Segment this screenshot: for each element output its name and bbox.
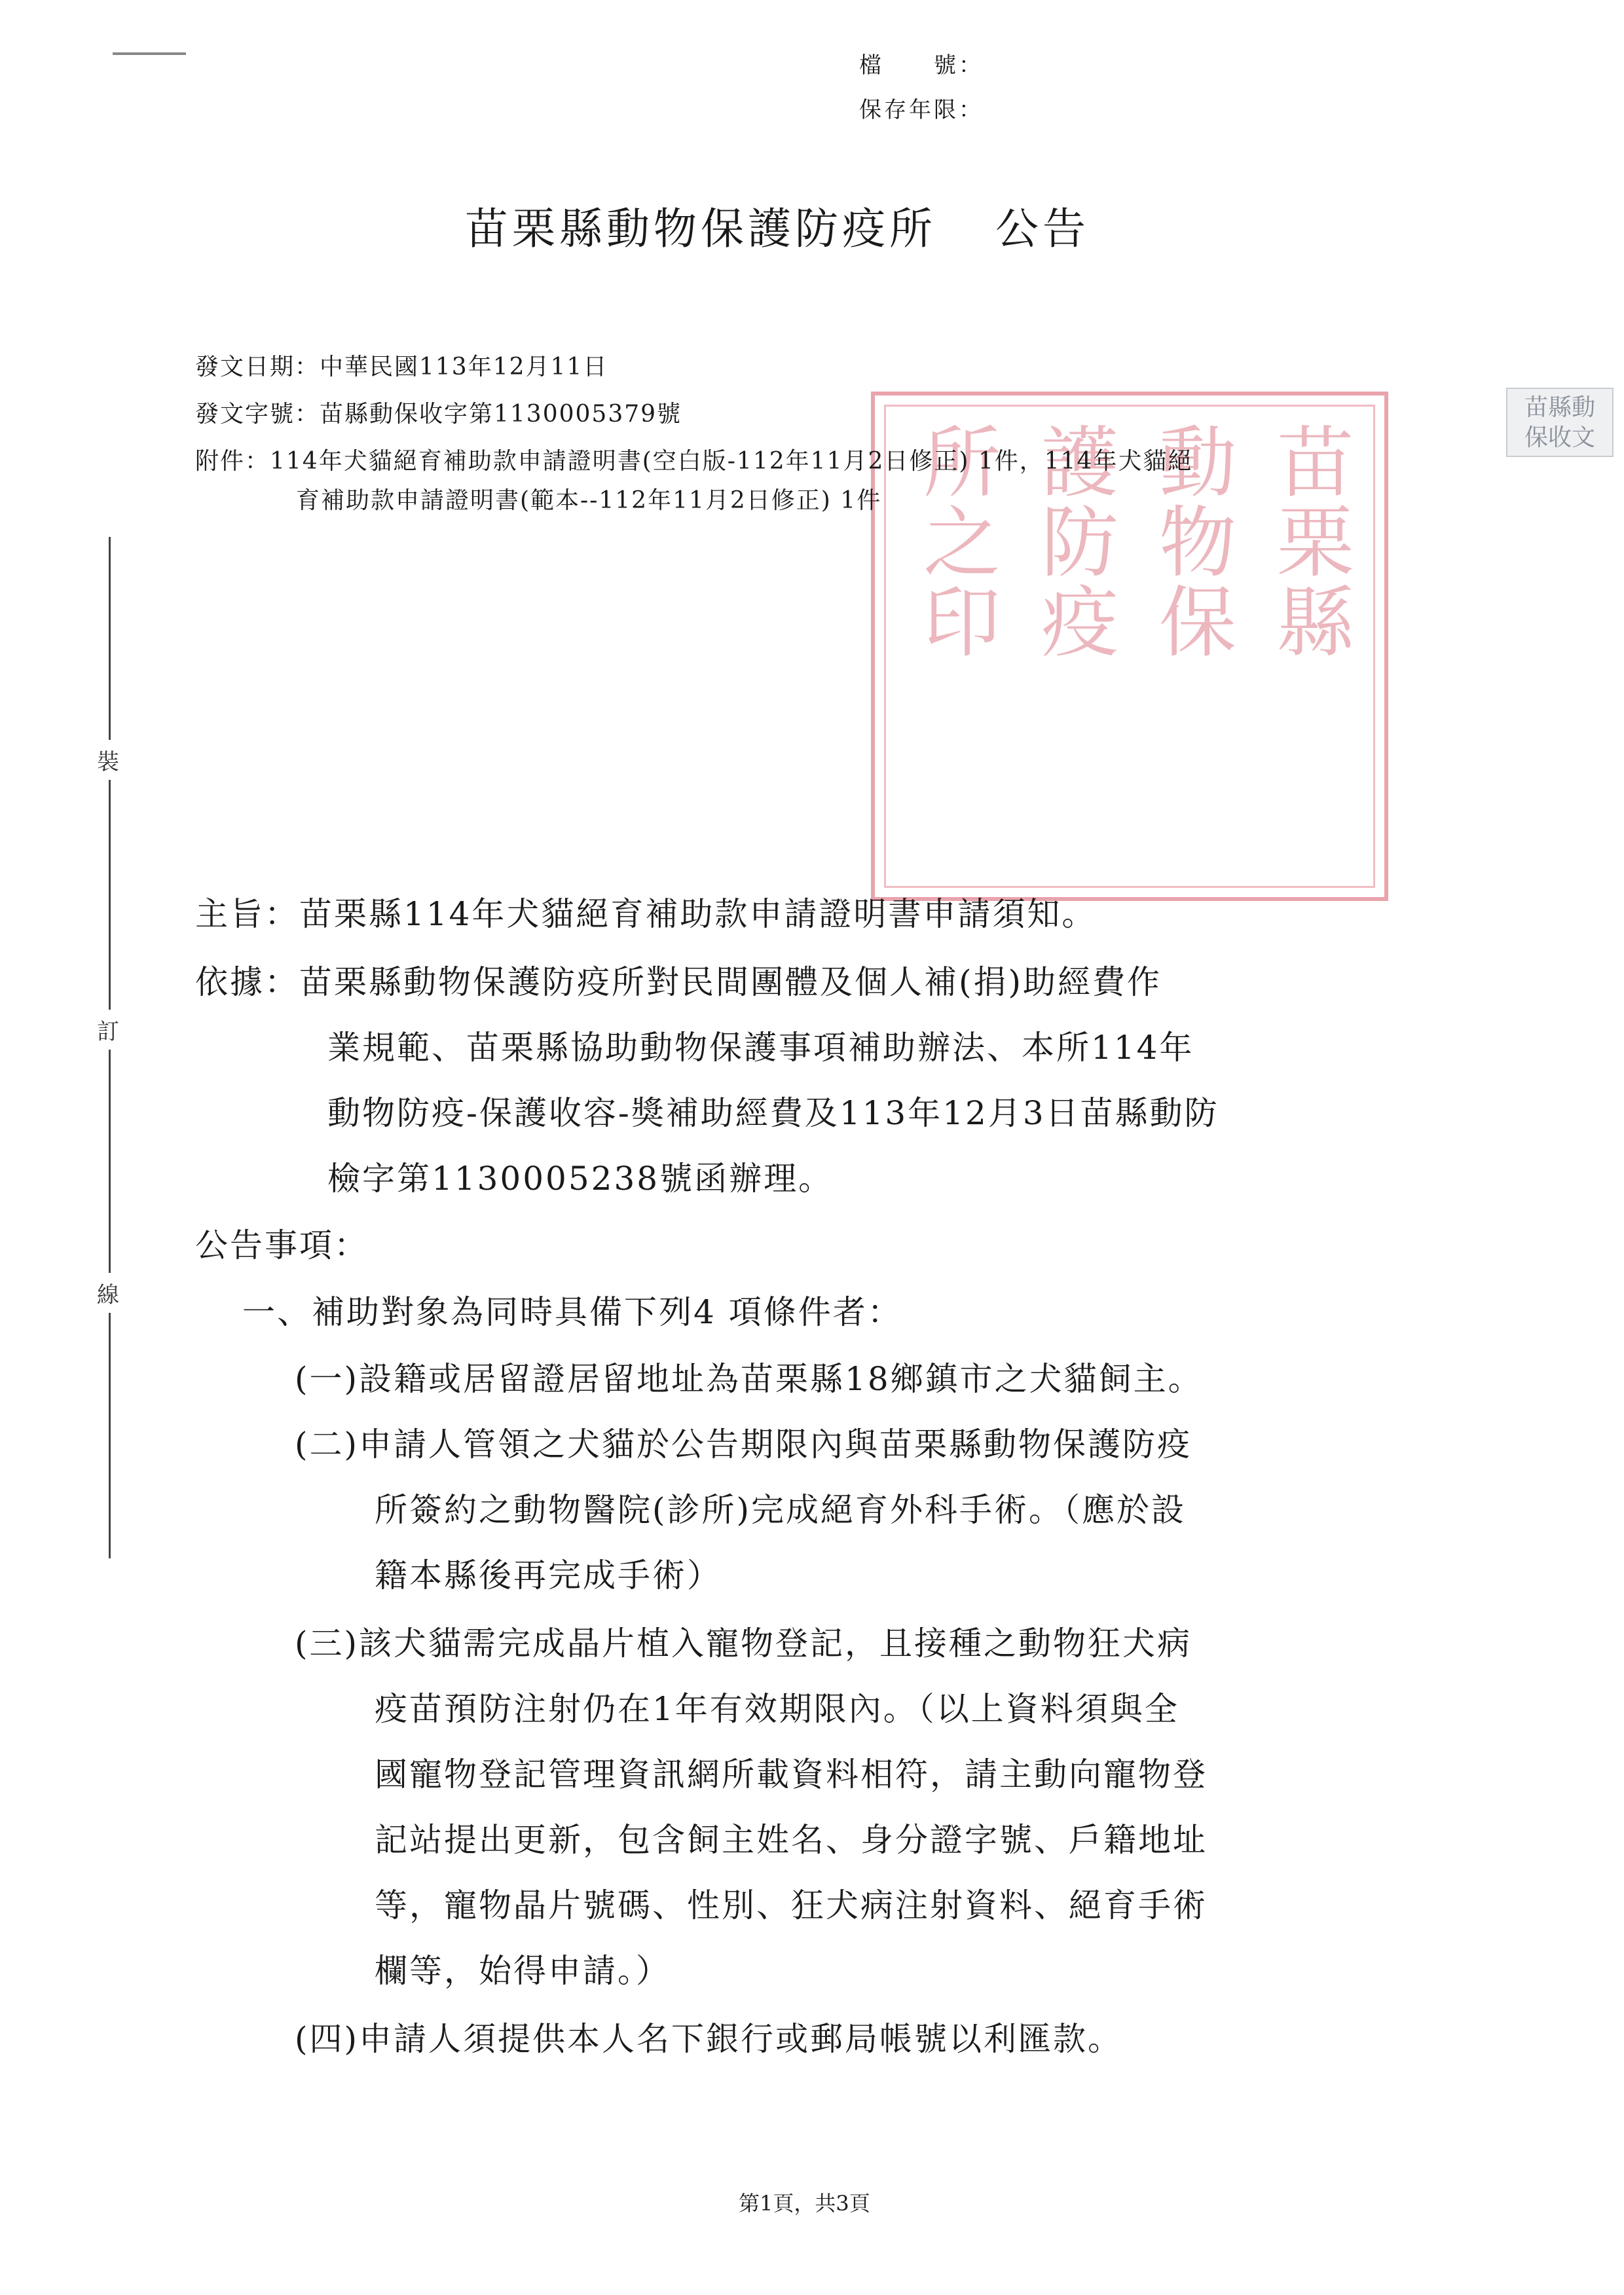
agency-name: 苗栗縣動物保護防疫所 <box>465 204 936 254</box>
sub-item-1: (一)設籍或居留證居留地址為苗栗縣18鄉鎮市之犬貓飼主。 <box>295 1360 1203 1398</box>
stamp-text-col2: 動物保 <box>1146 422 1236 661</box>
attachment-line-2: 育補助款申請證明書(範本--112年11月2日修正) 1件 <box>296 487 882 514</box>
binding-char-2: 訂 <box>97 1010 119 1050</box>
sub-item-3-line-4: 記站提出更新，包含飼主姓名、身分證字號、戶籍地址 <box>375 1821 1208 1859</box>
sub-item-2-line-1: (二)申請人管領之犬貓於公告期限內與苗栗縣動物保護防疫 <box>295 1425 1192 1463</box>
sub-item-3-line-2: 疫苗預防注射仍在1年有效期限內。（以上資料須與全 <box>375 1690 1179 1728</box>
page-number: 第1頁，共3頁 <box>739 2191 870 2216</box>
scan-mark <box>113 52 186 55</box>
binding-char-1: 裝 <box>97 740 119 780</box>
binding-char-3: 線 <box>97 1273 119 1313</box>
sub-item-3-line-3: 國寵物登記管理資訊網所載資料相符，請主動向寵物登 <box>375 1755 1208 1793</box>
basis-line-3: 動物防疫-保護收容-獎補助經費及113年12月3日苗縣動防 <box>327 1094 1219 1132</box>
retention-period-label: 保存年限： <box>859 97 984 123</box>
sub-item-3-line-5: 等，寵物晶片號碼、性別、狂犬病注射資料、絕育手術 <box>375 1886 1208 1924</box>
stamp-text-col3: 護防疫 <box>1028 422 1118 661</box>
sub-item-3-line-6: 欄等，始得申請。） <box>375 1952 671 1990</box>
sub-item-4: (四)申請人須提供本人名下銀行或郵局帳號以利匯款。 <box>295 2020 1123 2058</box>
item-1: 一、補助對象為同時具備下列4 項條件者： <box>242 1293 902 1331</box>
receipt-seal-line2: 保收文 <box>1524 424 1595 451</box>
attachment-line-1: 附件：114年犬貓絕育補助款申請證明書(空白版-112年11月2日修正) 1件，114年犬貓絕 <box>195 448 1193 475</box>
sub-item-3-line-1: (三)該犬貓需完成晶片植入寵物登記，且接種之動物狂犬病 <box>295 1625 1192 1662</box>
reference-number: 發文字號：苗縣動保收字第1130005379號 <box>195 401 682 428</box>
subject-line: 主旨：苗栗縣114年犬貓絕育補助款申請證明書申請須知。 <box>195 895 1097 933</box>
sub-item-2-line-3: 籍本縣後再完成手術） <box>375 1556 722 1594</box>
stamp-text-col1: 苗栗縣 <box>1264 422 1354 661</box>
basis-line-4: 檢字第1130005238號函辦理。 <box>327 1160 834 1198</box>
file-number-label: 檔 號： <box>859 52 984 79</box>
page-title <box>465 194 1090 256</box>
receipt-seal <box>1506 388 1614 457</box>
basis-line-1: 依據：苗栗縣動物保護防疫所對民間團體及個人補(捐)助經費作 <box>195 963 1162 1001</box>
receipt-seal-line1: 苗縣動 <box>1524 394 1595 421</box>
stamp-text-col4: 所之印 <box>910 422 1001 661</box>
basis-line-2: 業規範、苗栗縣協助動物保護事項補助辦法、本所114年 <box>327 1029 1194 1067</box>
document-type: 公告 <box>995 204 1090 254</box>
sub-item-2-line-2: 所簽約之動物醫院(診所)完成絕育外科手術。（應於設 <box>375 1491 1187 1529</box>
issue-date: 發文日期：中華民國113年12月11日 <box>195 354 608 380</box>
notice-heading: 公告事項： <box>195 1226 369 1264</box>
